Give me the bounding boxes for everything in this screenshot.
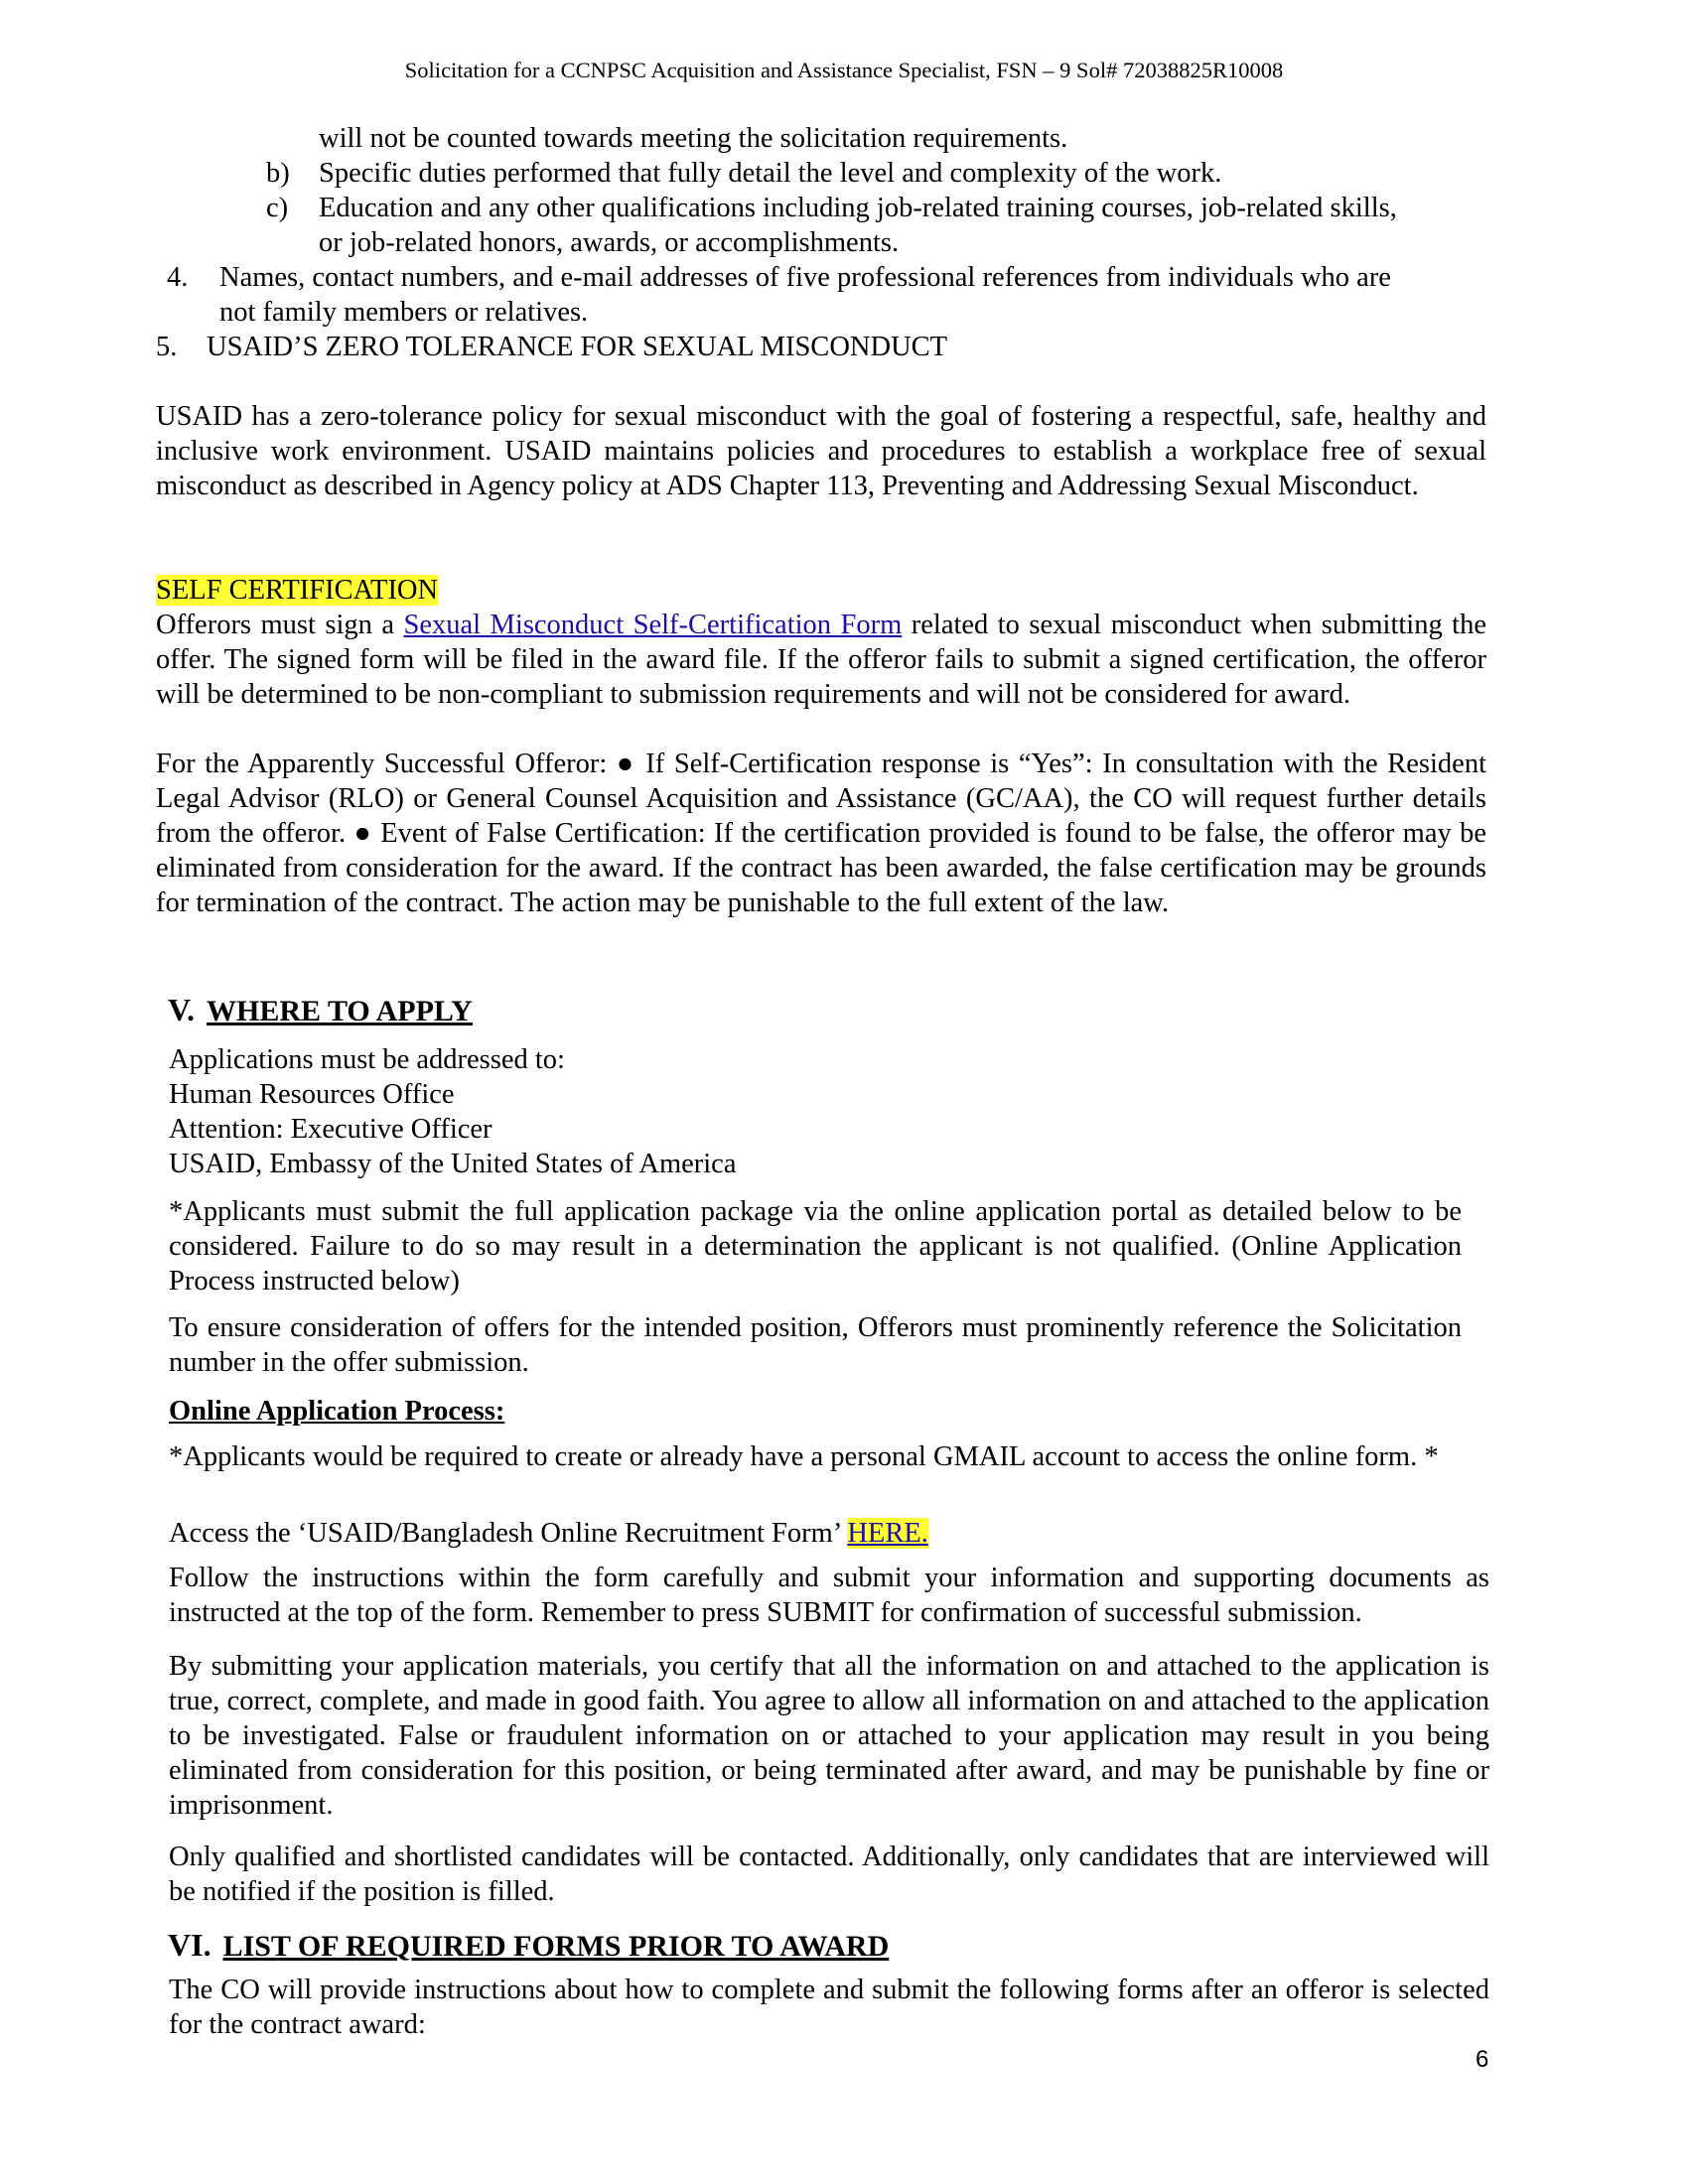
where-to-apply-paragraph-2: To ensure consideration of offers for the intended position, Offerors must prominently reference the Solicitation number in the offer submission. [169,1312,1462,1378]
online-process-paragraph-4: Only qualified and shortlisted candidates will be contacted. Additionally, only candidates that are interviewed will be notified if the position is filled. [169,1842,1489,1907]
where-to-apply-paragraph-1: *Applicants must submit the full application package via the online application portal as detailed below to be considered. Failure to do so may result in a determination the applicant is not qualified. (Online Application Process instructed below) [169,1196,1462,1297]
section-vi-title: LIST OF REQUIRED FORMS PRIOR TO AWARD [222,1930,890,1963]
list-item-c-line2: or job-related honors, awards, or accomplishments. [319,227,900,258]
online-process-title: Online Application Process: [169,1396,505,1427]
list-continuation-text: will not be counted towards meeting the solicitation requirements. [319,123,1068,154]
self-certification-paragraph-2: For the Apparently Successful Offeror: ● If Self-Certification response is “Yes”: In consultation with the Resident Legal Advisor (RLO) or General Counsel Acquisition and Assistance (GC/AA), the CO will request further details from the offeror. ● Event of False Certification: If the certification provided is found to be false, the offeror may be eliminated from consideration for the award. If the contract has been awarded, the false certification may be grounds for termination of the contract. The action may be punishable to the full extent of the law. [156,749,1486,918]
section-vi-heading [168,1927,889,1965]
address-line-3: Attention: Executive Officer [169,1114,492,1145]
online-form-here-link[interactable]: HERE. [847,1518,928,1549]
list-item-4-label: 4. [167,262,189,293]
zero-tolerance-heading: USAID’S ZERO TOLERANCE FOR SEXUAL MISCONDUCT [207,332,948,362]
list-item-c-label: c) [266,193,289,223]
self-certification-p1-after: related to sexual misconduct when submitting the offer. The signed form will be filed in the award file. If the offeror fails to submit a signed certification, the offeror will be determined to be non-compliant to submission requirements and will not be considered for award. [156,610,1486,710]
page-number: 6 [1476,2046,1489,2073]
required-forms-paragraph: The CO will provide instructions about how to complete and submit the following forms after an offeror is selected for the contract award: [169,1975,1489,2040]
online-process-paragraph-1: *Applicants would be required to create or already have a personal GMAIL account to access the online form. * [169,1441,1439,1472]
list-item-4-line1: Names, contact numbers, and e-mail addresses of five professional references from individuals who are [219,262,1391,293]
section-v-heading [168,992,473,1029]
list-item-4-line2: not family members or relatives. [219,297,589,328]
online-process-paragraph-3: By submitting your application materials, you certify that all the information on and attached to the application is true, correct, complete, and made in good faith. You agree to allow all information on and attached to the application to be investigated. False or fraudulent information on or attached to your application may result in you being eliminated from consideration for this position, or being terminated after award, and may be punishable by fine or imprisonment. [169,1651,1489,1821]
self-certification-title [156,573,438,608]
list-item-b-label: b) [266,158,290,189]
self-certification-form-link[interactable]: Sexual Misconduct Self-Certification Form [403,610,903,640]
section-v-numeral: V. [168,992,195,1027]
online-form-access-line [169,1516,928,1551]
list-item-c-line1: Education and any other qualifications including job-related training courses, job-related skills, [319,193,1397,223]
page-header: Solicitation for a CCNPSC Acquisition and Assistance Specialist, FSN – 9 Sol# 72038825R10008 [404,58,1284,82]
section-vi-numeral: VI. [168,1927,211,1963]
zero-tolerance-paragraph: USAID has a zero-tolerance policy for sexual misconduct with the goal of fostering a respectful, safe, healthy and inclusive work environment. USAID maintains policies and procedures to establish a workplace free of sexual misconduct as described in Agency policy at ADS Chapter 113, Preventing and Addressing Sexual Misconduct. [156,401,1486,501]
address-line-2: Human Resources Office [169,1079,455,1110]
self-certification-paragraph-1 [156,608,1486,712]
section-v-title: WHERE TO APPLY [206,995,473,1027]
online-process-paragraph-2: Follow the instructions within the form carefully and submit your information and supporting documents as instructed at the top of the form. Remember to press SUBMIT for confirmation of successful submission. [169,1563,1489,1628]
list-item-b-text: Specific duties performed that fully detail the level and complexity of the work. [319,158,1222,189]
self-certification-p1-before: Offerors must sign a [156,610,404,640]
address-line-4: USAID, Embassy of the United States of America [169,1149,737,1179]
self-certification-title-text: SELF CERTIFICATION [156,575,439,606]
address-line-1: Applications must be addressed to: [169,1044,565,1075]
online-form-access-text: Access the ‘USAID/Bangladesh Online Recruitment Form’ [169,1518,848,1549]
list-item-5-label: 5. [156,332,178,362]
